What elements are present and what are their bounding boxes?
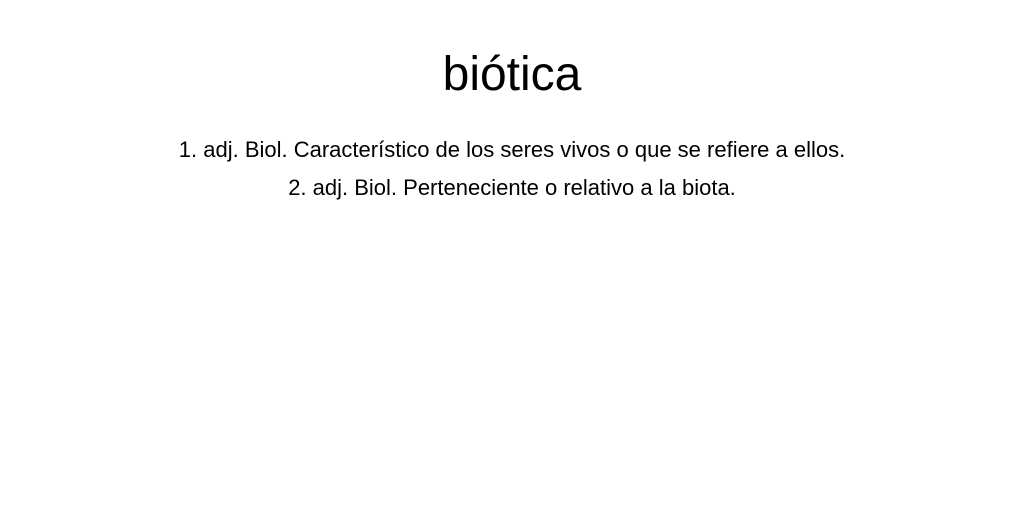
headword: biótica [442, 48, 582, 101]
definition-2: 2. adj. Biol. Perteneciente o relativo a la biota. [288, 175, 736, 200]
definition-list [0, 131, 1024, 207]
definition-1: 1. adj. Biol. Característico de los seres vivos o que se refiere a ellos. [178, 137, 846, 162]
